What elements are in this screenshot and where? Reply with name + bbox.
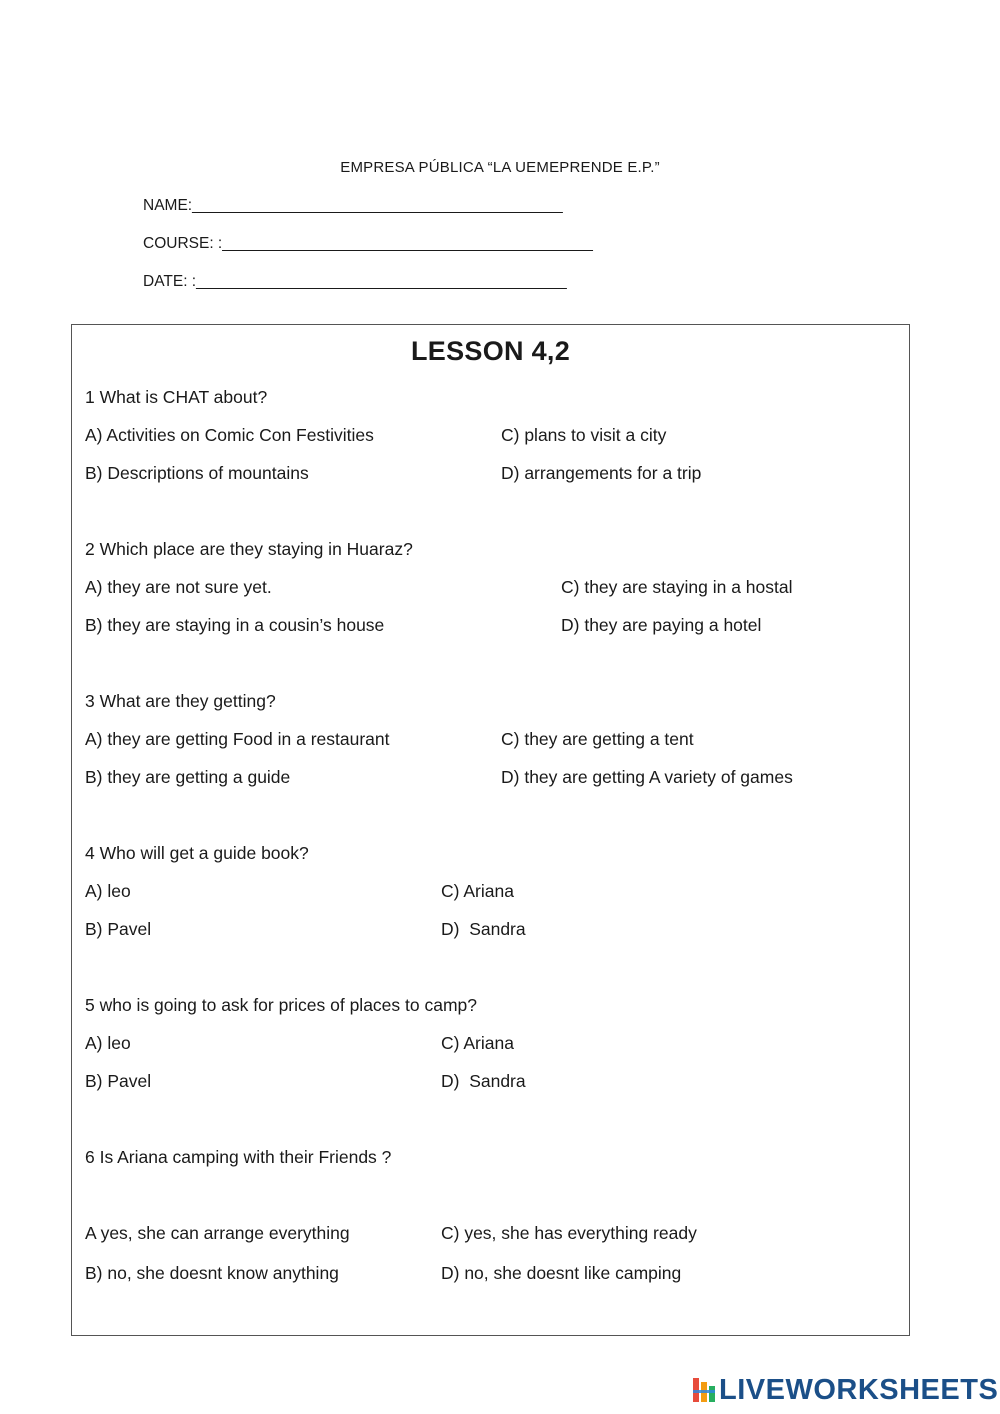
question-3: 3 What are they getting?: [85, 691, 276, 711]
q4-option-b[interactable]: B) Pavel: [85, 919, 152, 939]
q2-option-b[interactable]: B) they are staying in a cousin’s house: [85, 615, 385, 635]
q4-option-c[interactable]: C) Ariana: [441, 881, 514, 901]
q3-option-c[interactable]: C) they are getting a tent: [501, 729, 694, 749]
q3-option-a[interactable]: A) they are getting Food in a restaurant: [85, 729, 390, 749]
q3-option-d[interactable]: D) they are getting A variety of games: [501, 767, 793, 787]
q1-option-b[interactable]: B) Descriptions of mountains: [85, 463, 309, 483]
logo-text: LIVEWORKSHEETS: [719, 1374, 999, 1406]
q4-option-d[interactable]: D) Sandra: [441, 919, 526, 939]
q5-option-b[interactable]: B) Pavel: [85, 1071, 152, 1091]
question-2: 2 Which place are they staying in Huaraz?: [85, 539, 413, 559]
q6-option-a[interactable]: A yes, she can arrange everything: [85, 1223, 350, 1243]
q6-option-b[interactable]: B) no, she doesnt know anything: [85, 1263, 339, 1283]
q1-option-d[interactable]: D) arrangements for a trip: [501, 463, 702, 483]
q5-option-d[interactable]: D) Sandra: [441, 1071, 526, 1091]
q3-option-b[interactable]: B) they are getting a guide: [85, 767, 291, 787]
q1-option-a[interactable]: A) Activities on Comic Con Festivities: [85, 425, 374, 445]
q6-option-d[interactable]: D) no, she doesnt like camping: [441, 1263, 682, 1283]
q6-option-c[interactable]: C) yes, she has everything ready: [441, 1223, 697, 1243]
q1-option-c[interactable]: C) plans to visit a city: [501, 425, 667, 445]
liveworksheets-logo: [693, 1375, 998, 1405]
company-title: EMPRESA PÚBLICA “LA UEMEPRENDE E.P.”: [340, 159, 660, 176]
question-5: 5 who is going to ask for prices of places to camp?: [85, 995, 478, 1015]
lesson-title: LESSON 4,2: [410, 336, 571, 366]
question-1: 1 What is CHAT about?: [85, 387, 268, 407]
question-6: 6 Is Ariana camping with their Friends ?: [85, 1147, 392, 1167]
liveworksheets-logo-icon: [693, 1378, 715, 1402]
q4-option-a[interactable]: A) leo: [85, 881, 131, 901]
course-field[interactable]: COURSE: :___________________________________________: [143, 235, 593, 252]
name-field[interactable]: NAME:___________________________________________: [143, 197, 563, 214]
date-field[interactable]: DATE: :___________________________________________: [143, 273, 567, 290]
question-4: 4 Who will get a guide book?: [85, 843, 309, 863]
q2-option-a[interactable]: A) they are not sure yet.: [85, 577, 272, 597]
q5-option-a[interactable]: A) leo: [85, 1033, 131, 1053]
q2-option-d[interactable]: D) they are paying a hotel: [561, 615, 762, 635]
q5-option-c[interactable]: C) Ariana: [441, 1033, 514, 1053]
q2-option-c[interactable]: C) they are staying in a hostal: [561, 577, 793, 597]
